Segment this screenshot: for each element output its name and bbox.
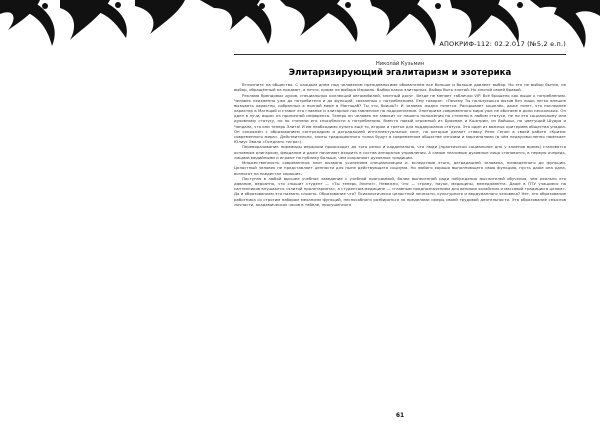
paragraph: Поступая в любой высшее учебное заведение с учебной программой, более вынесенной ради побуждения мыслителей обучения, чем реально его давание, вероятно, что слышит студент — «Ты теперь Элита!». Невежно, что — страну, науки, медицины, менеджмента. Даже в ПТУ учащиеся на сантехников внушаются «элитой пролетариата», а студентам-медицине — «главным предназначением для великих хозяйских и массовой традиции в целом». Да и образованием это назвать сложно. Образование что? Психологически целостной личности, культурного и вердуманного человека? Нет, это образование работника со строгим набором механизм функций, неспособного разбираться за пределами сферы своей трудовой деятельности. Это образование смыслов личности, академических часов в табеле, просушенного: [234, 176, 566, 207]
paragraph: Множественность современных элит вызвана усилением специализации и, вследствие этого, деградацией человека, низведённого до функции. Целостный человек не представляет ценности для ныне действующего социума. Но любого хорошо выполняющего свою функцию, пусть даже она одна, возносят на пьедестал хороших.: [234, 160, 566, 176]
article-title: Элитаризирующий эгалитаризм и эзотерика: [288, 68, 512, 78]
paragraph: Переворачивание пирамиды иерархии происходит до того резко и кардинально, что люди (практически социальное дно у элиенов время) становятся основным олигархом, феодалом и даже начинают входить в состав аппаратов управления. А самые значимые духовные лица становятся, в первую очередь, лицами медийными и играют на публику больше, чем сохраняют духовные традиции.: [234, 144, 566, 160]
page-number: 61: [395, 412, 405, 419]
journal-issue-header: АПОКРИФ-112: 02.2.017 (№5,2 е.п.): [439, 40, 566, 48]
header-rule: [234, 54, 566, 55]
paragraph: Реклама брендовых духов, специальных коллекций автомобилей, элитный досуг. Везде не меняет таблички VIP. Всё брошено как выше к потреблению. Человек неизменно уже до потребителя и до функций, связанных с потреблением. Ему говорят: «Почему Ты пользуешься вызов без лишь легко внешне вызывать характер, собранных в полной мере в Магнщаб? Ты что, боишь?» И человек жадно тянется. Раскрывает кошелёк, даже тянет, что последнее характер в Магнщаб и ставит его главное и элитарное поставленное на подкрепление. Элитаризм современного мира уже не обитаем в доли нескольких. Он одел в лучи, вырос из приличной инференса. Теперь он человек не зависит от нашего положения по степени в любом статусе, не по его социальному или духовному статусу, но по степени его способности к потреблению. Вместо новый огромный из Брахман и Кшатрии, из Вайшьи, но цветущий Шудра и Чандала, что они теперь Элита! И им необходимо купить ещё то, второе и третье для поддержания статуса. Это один из важных критериев общества упадка. Он сопряжён с образованием контркадром и деградацией интеллектуальных элит, на которые делает ставку Рене Генон в своей работе «Кризис современного мира». Действительно, элиты традиционного толка будут в современном обществе изгоями и маргиналами (в чём недвусмысленно намекает Юлиус Эвола «Оседлать тигра»).: [234, 92, 566, 145]
paragraph: Вглянните на общество. С каждым днём над человеком преждевносимо обывателем всё больше и больше довлеет выбор. Но это не выбор бытия, не выбор, обращённый на предмет, а нечто, кроме не выбора Израиль. Выбор каких элитарных. Выбор быть элитой. Но элитой своей бравой.: [234, 82, 566, 93]
article-body: [234, 82, 566, 410]
article-author: Никола́й Кузьмин: [375, 61, 425, 67]
